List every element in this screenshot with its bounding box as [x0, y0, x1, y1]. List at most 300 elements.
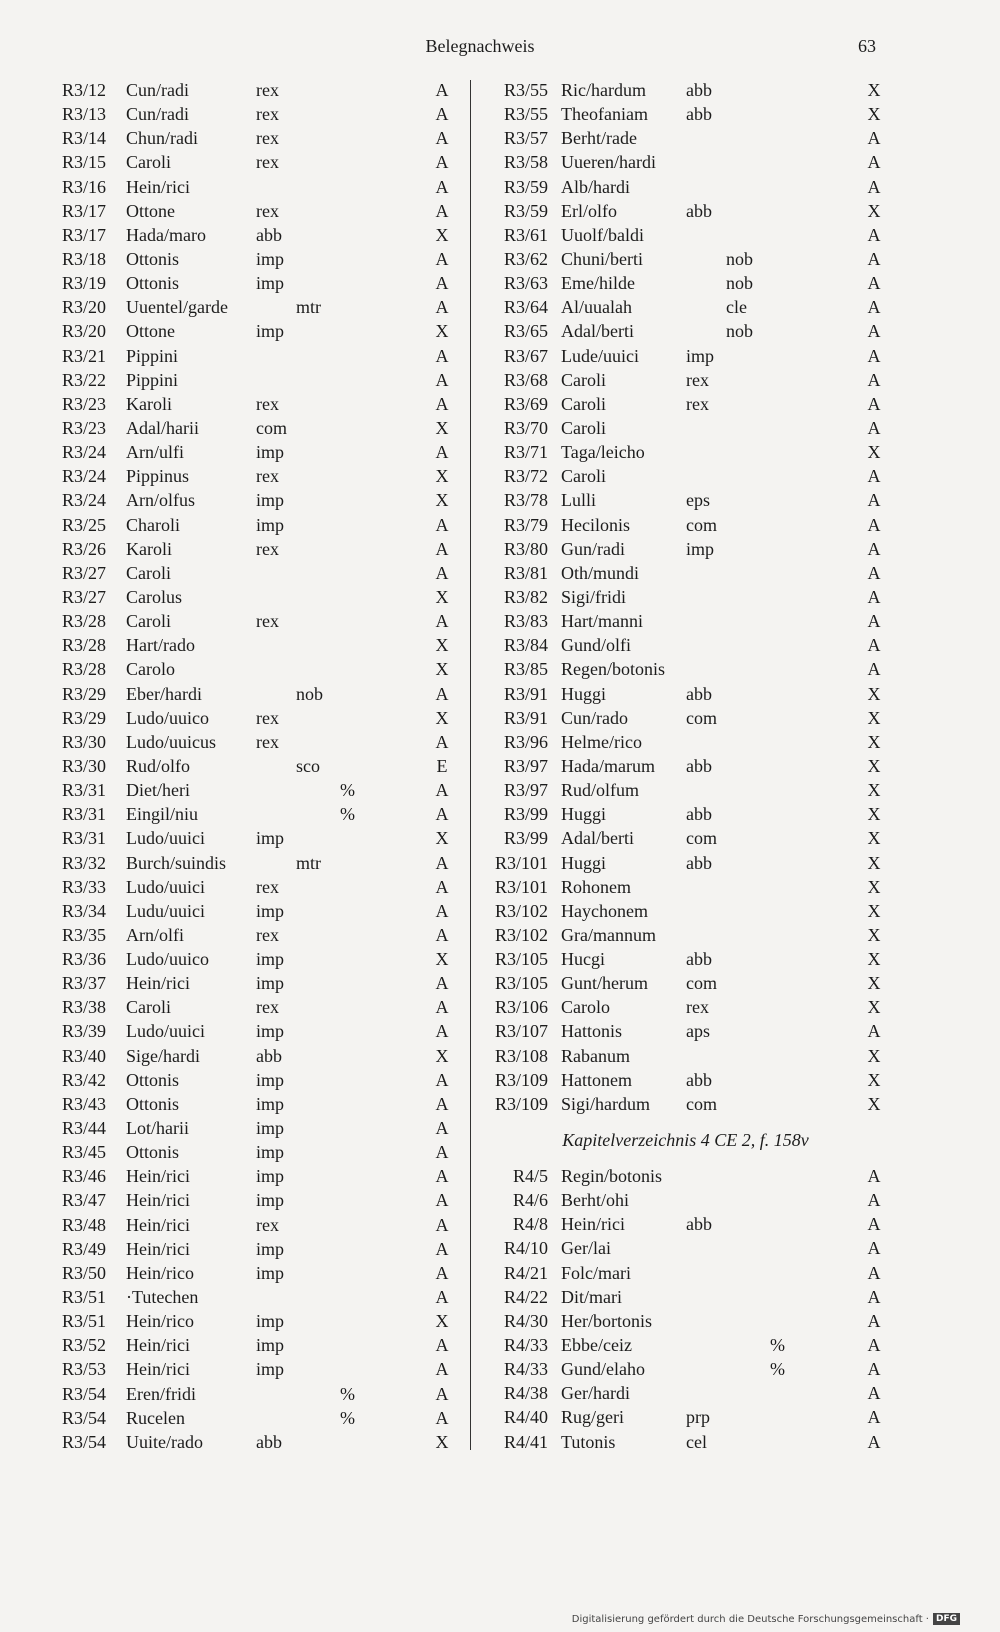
entry-ref: R3/59: [503, 200, 548, 221]
table-row: [60, 1430, 460, 1454]
table-row: [488, 633, 883, 657]
footer-credit: [572, 1613, 960, 1625]
entry-code: %: [770, 1359, 785, 1380]
table-row: [60, 1261, 460, 1285]
entry-code: nob: [726, 248, 753, 269]
entry-sigla: X: [435, 466, 449, 487]
dfg-logo-icon: DFG: [933, 1613, 960, 1625]
entry-ref: R3/107: [494, 1021, 548, 1042]
entry-code: nob: [296, 683, 323, 704]
entry-name: Pippini: [126, 345, 179, 366]
table-row: [488, 247, 883, 271]
entry-ref: R3/47: [62, 1190, 107, 1211]
entry-code: imp: [256, 1142, 285, 1163]
entry-code: imp: [256, 1069, 285, 1090]
entry-ref: R4/33: [503, 1359, 548, 1380]
entry-name: Eren/fridi: [126, 1383, 196, 1404]
table-row: [60, 1044, 460, 1068]
entry-sigla: A: [867, 273, 881, 294]
entry-ref: R3/24: [62, 490, 107, 511]
entry-ref: R3/102: [494, 900, 548, 921]
entry-name: Hada/marum: [561, 755, 655, 776]
table-row: [488, 1019, 883, 1043]
table-row: [60, 199, 460, 223]
entry-name: Ludo/uuico: [126, 949, 209, 970]
entry-name: Arn/olfi: [126, 924, 184, 945]
entry-sigla: A: [435, 152, 449, 173]
entry-code: rex: [256, 466, 279, 487]
footer-text: Digitalisierung gefördert durch die Deutsche Forschungsgemeinschaft ·: [571, 1613, 929, 1625]
entry-ref: R4/5: [512, 1166, 548, 1187]
entry-name: Taga/leicho: [561, 442, 645, 463]
entry-ref: R3/46: [62, 1166, 107, 1187]
table-row: [488, 488, 883, 512]
entry-ref: R3/28: [62, 611, 107, 632]
entry-name: Caroli: [126, 997, 171, 1018]
entry-name: Hattonem: [561, 1069, 632, 1090]
entry-code: abb: [686, 683, 712, 704]
entry-sigla: A: [435, 876, 449, 897]
entry-name: Huggi: [561, 683, 606, 704]
entry-name: Ludo/uuico: [126, 707, 209, 728]
entry-code: abb: [686, 755, 712, 776]
entry-sigla: A: [435, 345, 449, 366]
entry-code: rex: [256, 707, 279, 728]
entry-sigla: X: [867, 876, 881, 897]
entry-name: Regen/botonis: [561, 659, 665, 680]
table-row: [488, 1236, 883, 1260]
entry-name: Gra/mannum: [561, 924, 656, 945]
entry-name: Ric/hardum: [561, 80, 646, 100]
entry-name: Ludo/uuicus: [126, 731, 216, 752]
entry-name: Ottonis: [126, 273, 180, 294]
table-row: [488, 1357, 883, 1381]
entry-sigla: X: [435, 1431, 449, 1452]
table-row: [488, 1261, 883, 1285]
entry-name: Rohonem: [561, 876, 631, 897]
entry-sigla: A: [435, 1166, 449, 1187]
entry-code: rex: [686, 393, 709, 414]
entry-code: %: [340, 1407, 355, 1428]
table-row: [60, 223, 460, 247]
entry-ref: R3/35: [62, 924, 107, 945]
entry-sigla: A: [435, 538, 449, 559]
entry-ref: R3/97: [503, 780, 548, 801]
entry-ref: R3/28: [62, 659, 107, 680]
table-row: [488, 1430, 883, 1454]
entry-ref: R4/38: [503, 1383, 548, 1404]
entry-name: Caroli: [561, 369, 606, 390]
entry-ref: R3/58: [503, 152, 548, 173]
entry-name: Hein/rici: [126, 973, 190, 994]
entry-sigla: X: [435, 586, 449, 607]
entry-code: imp: [686, 538, 715, 559]
entry-sigla: A: [867, 297, 881, 318]
table-row: [488, 175, 883, 199]
entry-ref: R3/106: [494, 997, 548, 1018]
entry-name: Gund/olfi: [561, 635, 631, 656]
entry-name: Hart/manni: [561, 611, 643, 632]
entry-sigla: A: [435, 1093, 449, 1114]
entry-code: rex: [256, 997, 279, 1018]
entry-ref: R3/71: [503, 442, 548, 463]
entry-name: Oth/mundi: [561, 562, 640, 583]
entry-ref: R3/14: [62, 128, 107, 149]
entry-code: abb: [686, 104, 712, 125]
entry-name: Haychonem: [561, 900, 648, 921]
table-row: [488, 1405, 883, 1429]
entry-ref: R3/82: [503, 586, 548, 607]
entry-code: imp: [256, 1311, 285, 1332]
entry-ref: R3/109: [494, 1093, 548, 1114]
table-row: [488, 730, 883, 754]
entry-ref: R4/10: [503, 1238, 548, 1259]
entry-code: imp: [256, 1238, 285, 1259]
entry-ref: R3/43: [62, 1093, 107, 1114]
entry-ref: R3/29: [62, 683, 107, 704]
entry-ref: R3/80: [503, 538, 548, 559]
entry-sigla: A: [435, 297, 449, 318]
entry-sigla: X: [867, 852, 881, 873]
page-number: 63: [858, 36, 876, 56]
entry-code: abb: [256, 1431, 282, 1452]
table-row: [60, 319, 460, 343]
entry-code: rex: [256, 876, 279, 897]
entry-sigla: X: [435, 417, 449, 438]
entry-ref: R3/16: [62, 176, 107, 197]
entry-name: Al/uualah: [561, 297, 632, 318]
entry-sigla: A: [435, 80, 449, 100]
section-heading: Kapitelverzeichnis 4 CE 2, f. 158v: [562, 1130, 809, 1151]
entry-ref: R3/27: [62, 562, 107, 583]
entry-sigla: X: [435, 828, 449, 849]
table-row: [60, 995, 460, 1019]
entry-code: eps: [686, 490, 710, 511]
table-row: [488, 464, 883, 488]
entry-sigla: X: [867, 80, 881, 100]
entry-name: Eber/hardi: [126, 683, 202, 704]
entry-name: Arn/olfus: [126, 490, 195, 511]
entry-sigla: A: [435, 1407, 449, 1428]
entry-code: imp: [256, 1166, 285, 1187]
table-row: [60, 1237, 460, 1261]
entry-code: rex: [256, 80, 279, 100]
entry-sigla: X: [435, 1311, 449, 1332]
entry-name: Hein/rici: [561, 1214, 625, 1235]
entry-name: Burch/suindis: [126, 852, 227, 873]
entry-ref: R3/91: [503, 683, 548, 704]
table-row: [60, 754, 460, 778]
table-row: [488, 199, 883, 223]
entry-name: Pippinus: [126, 466, 190, 487]
entry-name: Berht/rade: [561, 128, 637, 149]
entry-ref: R3/30: [62, 755, 107, 776]
entry-ref: R4/6: [512, 1190, 548, 1211]
table-row: [488, 682, 883, 706]
entry-ref: R4/22: [503, 1286, 548, 1307]
entry-ref: R3/57: [503, 128, 548, 149]
entry-name: Carolus: [126, 586, 182, 607]
entry-code: %: [340, 780, 355, 801]
entry-sigla: A: [435, 1021, 449, 1042]
entry-ref: R3/37: [62, 973, 107, 994]
entry-sigla: A: [435, 104, 449, 125]
entry-code: imp: [256, 949, 285, 970]
entry-name: Cun/rado: [561, 707, 628, 728]
table-row: [488, 1044, 883, 1068]
entry-code: rex: [256, 104, 279, 125]
table-row: [60, 537, 460, 561]
entry-code: %: [340, 1383, 355, 1404]
entry-code: com: [256, 417, 287, 438]
entry-name: Adal/berti: [561, 321, 634, 342]
entry-sigla: X: [867, 828, 881, 849]
entry-code: aps: [686, 1021, 710, 1042]
entry-ref: R3/64: [503, 297, 548, 318]
entry-sigla: A: [867, 1262, 881, 1283]
entry-name: Carolo: [561, 997, 610, 1018]
table-row: [488, 585, 883, 609]
entry-name: Gun/radi: [561, 538, 625, 559]
entry-sigla: A: [867, 1431, 881, 1452]
entry-ref: R3/102: [494, 924, 548, 945]
entry-sigla: A: [867, 1383, 881, 1404]
table-row: [60, 609, 460, 633]
entry-name: Rucelen: [126, 1407, 185, 1428]
entry-sigla: A: [867, 659, 881, 680]
entry-sigla: X: [867, 924, 881, 945]
entry-ref: R3/30: [62, 731, 107, 752]
entry-ref: R3/55: [503, 104, 548, 125]
entry-name: Theofaniam: [561, 104, 648, 125]
entry-name: Caroli: [126, 611, 171, 632]
entry-code: imp: [256, 1262, 285, 1283]
entry-sigla: X: [867, 780, 881, 801]
entry-code: abb: [256, 1045, 282, 1066]
entry-name: Hein/rico: [126, 1262, 194, 1283]
entry-sigla: X: [435, 659, 449, 680]
table-row: [488, 561, 883, 585]
table-row: [60, 947, 460, 971]
entry-ref: R3/61: [503, 224, 548, 245]
entry-sigla: A: [867, 1335, 881, 1356]
entry-ref: R3/53: [62, 1359, 107, 1380]
entry-ref: R3/49: [62, 1238, 107, 1259]
entry-ref: R3/24: [62, 466, 107, 487]
table-row: [488, 271, 883, 295]
entry-code: imp: [256, 514, 285, 535]
column-divider: [470, 80, 471, 1450]
entry-code: rex: [686, 997, 709, 1018]
table-row: [60, 971, 460, 995]
entry-name: Gunt/herum: [561, 973, 648, 994]
entry-name: Lulli: [561, 490, 596, 511]
entry-name: Gund/elaho: [561, 1359, 645, 1380]
entry-ref: R3/28: [62, 635, 107, 656]
table-row: [488, 513, 883, 537]
entry-name: Arn/ulfi: [126, 442, 184, 463]
entry-code: abb: [686, 804, 712, 825]
entry-sigla: X: [867, 707, 881, 728]
entry-code: rex: [256, 538, 279, 559]
entry-sigla: X: [867, 804, 881, 825]
entry-ref: R3/70: [503, 417, 548, 438]
entry-name: Eingil/niu: [126, 804, 198, 825]
entry-ref: R3/32: [62, 852, 107, 873]
entry-sigla: A: [435, 780, 449, 801]
table-row: [60, 633, 460, 657]
entry-sigla: A: [867, 1359, 881, 1380]
entry-name: Helme/rico: [561, 731, 642, 752]
entry-code: imp: [256, 1335, 285, 1356]
table-row: [488, 1092, 883, 1116]
entry-code: rex: [256, 731, 279, 752]
table-row: [60, 682, 460, 706]
entry-sigla: A: [435, 176, 449, 197]
entry-sigla: A: [435, 442, 449, 463]
entry-name: Sige/hardi: [126, 1045, 200, 1066]
entry-name: Chuni/berti: [561, 248, 643, 269]
entry-ref: R3/44: [62, 1118, 107, 1139]
table-row: [488, 1212, 883, 1236]
entry-sigla: X: [867, 1069, 881, 1090]
entry-name: Karoli: [126, 538, 172, 559]
entry-sigla: A: [867, 562, 881, 583]
entry-sigla: X: [867, 442, 881, 463]
right-column: [488, 78, 883, 1454]
table-row: [488, 78, 883, 102]
entry-sigla: A: [435, 900, 449, 921]
entry-sigla: X: [867, 1045, 881, 1066]
entry-code: abb: [686, 80, 712, 100]
entry-ref: R3/83: [503, 611, 548, 632]
entry-ref: R4/40: [503, 1407, 548, 1428]
table-row: [488, 875, 883, 899]
table-row: [60, 1309, 460, 1333]
entry-name: Her/bortonis: [561, 1310, 652, 1331]
entry-sigla: A: [867, 369, 881, 390]
entry-sigla: A: [867, 466, 881, 487]
entry-sigla: A: [867, 393, 881, 414]
entry-ref: R3/36: [62, 949, 107, 970]
entry-code: imp: [256, 248, 285, 269]
entry-code: mtr: [296, 297, 321, 318]
entry-sigla: A: [867, 1214, 881, 1235]
entry-sigla: A: [435, 1214, 449, 1235]
table-row: [488, 1188, 883, 1212]
entry-name: Ottonis: [126, 1093, 180, 1114]
entry-sigla: X: [435, 635, 449, 656]
entry-ref: R3/65: [503, 321, 548, 342]
entry-sigla: A: [435, 369, 449, 390]
entry-sigla: A: [435, 611, 449, 632]
entry-ref: R3/24: [62, 442, 107, 463]
table-row: [60, 126, 460, 150]
entry-code: abb: [686, 200, 712, 221]
entry-sigla: X: [435, 321, 449, 342]
entry-code: imp: [256, 442, 285, 463]
entry-sigla: A: [435, 852, 449, 873]
entry-sigla: A: [435, 1238, 449, 1259]
table-row: [60, 1357, 460, 1381]
entry-sigla: X: [867, 104, 881, 125]
entry-name: Karoli: [126, 393, 172, 414]
table-row: [60, 851, 460, 875]
entry-ref: R3/23: [62, 417, 107, 438]
entry-sigla: A: [435, 924, 449, 945]
table-row: [60, 657, 460, 681]
table-row: [60, 150, 460, 174]
entry-name: Cun/radi: [126, 104, 189, 125]
entry-code: imp: [256, 900, 285, 921]
entry-name: Charoli: [126, 514, 180, 535]
entry-sigla: A: [435, 973, 449, 994]
entry-ref: R3/33: [62, 876, 107, 897]
entry-ref: R4/21: [503, 1262, 548, 1283]
entry-name: Hein/rici: [126, 1335, 190, 1356]
entry-name: Erl/olfo: [561, 200, 617, 221]
table-row: [60, 899, 460, 923]
entry-ref: R3/45: [62, 1142, 107, 1163]
entry-code: imp: [256, 273, 285, 294]
table-row: [60, 1333, 460, 1357]
entry-name: Caroli: [561, 466, 606, 487]
entry-sigla: A: [435, 1142, 449, 1163]
entry-ref: R3/17: [62, 224, 107, 245]
table-row: [60, 1140, 460, 1164]
entry-sigla: A: [867, 1021, 881, 1042]
entry-name: Ottonis: [126, 1069, 180, 1090]
entry-ref: R3/23: [62, 393, 107, 414]
entry-code: abb: [686, 1069, 712, 1090]
entry-name: Rug/geri: [561, 1407, 624, 1428]
entry-name: Hein/rici: [126, 1166, 190, 1187]
table-row: [488, 150, 883, 174]
entry-sigla: A: [435, 393, 449, 414]
entry-name: ·Tutechen: [126, 1287, 199, 1308]
entry-code: rex: [256, 611, 279, 632]
entry-name: Sigi/hardum: [561, 1093, 650, 1114]
table-row: [488, 802, 883, 826]
entry-ref: R3/79: [503, 514, 548, 535]
table-row: [488, 440, 883, 464]
entry-code: imp: [256, 321, 285, 342]
entry-ref: R3/69: [503, 393, 548, 414]
entry-name: Hein/rico: [126, 1311, 194, 1332]
entry-ref: R3/51: [62, 1287, 107, 1308]
entry-ref: R3/96: [503, 731, 548, 752]
entry-sigla: A: [435, 1069, 449, 1090]
right-column-section-1: [488, 78, 883, 1116]
entry-sigla: A: [867, 635, 881, 656]
entry-sigla: X: [435, 1045, 449, 1066]
entry-sigla: A: [867, 1166, 881, 1187]
entry-ref: R3/50: [62, 1262, 107, 1283]
entry-name: Hein/rici: [126, 1238, 190, 1259]
entry-ref: R4/33: [503, 1335, 548, 1356]
table-row: [488, 537, 883, 561]
entry-sigla: X: [867, 949, 881, 970]
entry-name: Hart/rado: [126, 635, 195, 656]
table-row: [60, 295, 460, 319]
entry-name: Ludo/uuici: [126, 828, 205, 849]
entry-name: Ludu/uuici: [126, 900, 205, 921]
entry-sigla: A: [435, 128, 449, 149]
entry-ref: R3/68: [503, 369, 548, 390]
entry-ref: R3/63: [503, 273, 548, 294]
entry-code: cle: [726, 297, 747, 318]
entry-sigla: A: [867, 1407, 881, 1428]
